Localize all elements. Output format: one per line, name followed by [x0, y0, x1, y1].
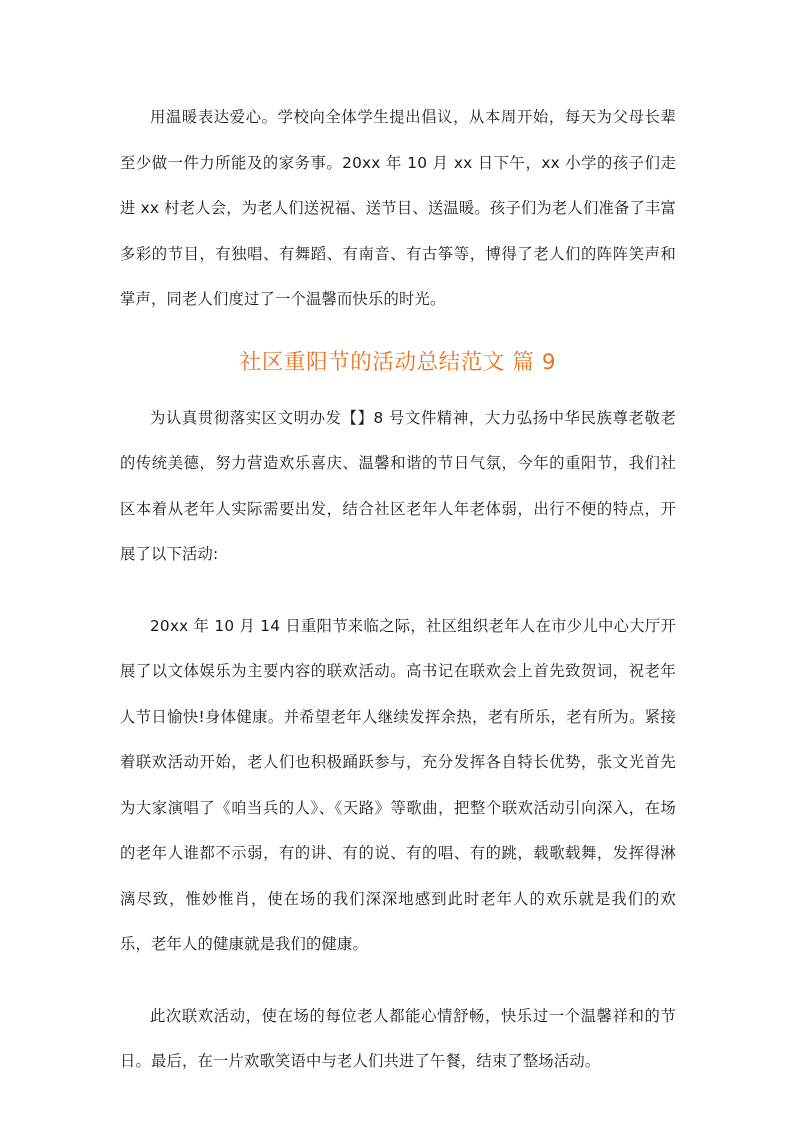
paragraph-spacer [120, 578, 676, 604]
paragraph-spacer [120, 968, 676, 994]
paragraph-3: 此次联欢活动，使在场的每位老人都能心情舒畅，快乐过一个温馨祥和的节日。最后，在一片欢歌笑语中与老人们共进了午餐，结束了整场活动。 [120, 1006, 676, 1070]
document-page [120, 95, 676, 1085]
paragraph-1: 为认真贯彻落实区文明办发【】8 号文件精神，大力弘扬中华民族尊老敬老的传统美德，努力营造欢乐喜庆、温馨和谐的节日气氛，今年的重阳节，我们社区本着从老年人实际需要出发，结合社区老年人年老体弱，出行不便的特点，开展了以下活动: [120, 408, 676, 563]
intro-paragraph: 用温暖表达爱心。学校向全体学生提出倡议，从本周开始，每天为父母长辈至少做一件力所能及的家务事。20xx 年 10 月 xx 日下午，xx 小学的孩子们走进 xx 村老人会，为老人们送祝福、送节目、送温暖。孩子们为老人们准备了丰富多彩的节目，有独唱、有舞蹈、有南音、有古筝等，博得了老人们的阵阵笑声和掌声，同老人们度过了一个温馨而快乐的时光。 [120, 108, 676, 308]
paragraph-2: 20xx 年 10 月 14 日重阳节来临之际，社区组织老年人在市少儿中心大厅开展了以文体娱乐为主要内容的联欢活动。高书记在联欢会上首先致贺词，祝老年人节日愉快!身体健康。并希望老年人继续发挥余热，老有所乐，老有所为。紧接着联欢活动开始，老人们也积极踊跃参与，充分发挥各自特长优势，张文光首先为大家演唱了《咱当兵的人》、《天路》等歌曲，把整个联欢活动引向深入，在场的老年人谁都不示弱，有的讲、有的说、有的唱、有的跳，载歌载舞，发挥得淋漓尽致，惟妙惟肖，使在场的我们深深地感到此时老年人的欢乐就是我们的欢乐，老年人的健康就是我们的健康。 [120, 616, 676, 953]
section-title: 社区重阳节的活动总结范文 篇 9 [239, 349, 557, 375]
